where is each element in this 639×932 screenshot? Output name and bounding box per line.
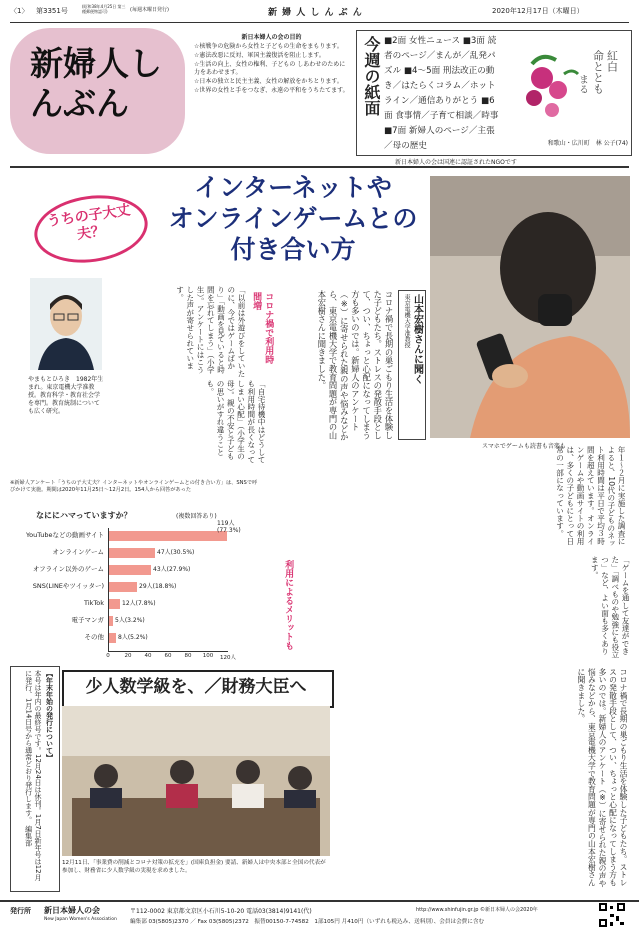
interviewee-name: 山本宏樹さんに聞く	[411, 294, 423, 384]
paper-name: 新 婦 人 し ん ぶ ん	[268, 8, 363, 18]
contents-list: ■2面 女性ニュース ■3面 読者のページ／まんが／乱発パズル ■4～5面 刑法改正の動き／はたらくコラム／ホットライン／通信ありがとう ■6面 食事情／子育て相談／時事 ■7面 新婦人のページ／主張／母の歴史	[384, 36, 499, 150]
bar-chart	[10, 520, 264, 661]
bar	[108, 565, 151, 575]
news-title: 少人数学級を、／財務大臣へ	[85, 677, 307, 697]
tick-label: 20	[124, 653, 132, 659]
title-line: オンラインゲームとの	[168, 204, 418, 233]
svg-text:まる: まる	[576, 74, 588, 94]
bar	[108, 531, 227, 541]
goals-box	[194, 32, 349, 95]
footer-org-en: New Japan Women's Association	[44, 917, 117, 922]
bar-value-label: 119人(77.3%)	[217, 520, 241, 534]
poem-artwork	[512, 34, 624, 134]
tick-label: 80	[184, 653, 192, 659]
contents-label: 今週の紙面	[362, 36, 381, 116]
qr-code-icon[interactable]	[598, 902, 626, 928]
logo: 新婦人しんぶん	[30, 44, 162, 123]
footer-address: 〒112-0002 東京都文京区小石川5-10-20 電話03(3814)9141(代)	[130, 908, 312, 915]
portrait-photo	[30, 278, 102, 370]
feature-tag: うちの子大丈夫？	[46, 202, 132, 243]
title-line: インターネットや	[194, 173, 392, 202]
bar-value-label: 5人(3.2%)	[115, 617, 145, 624]
qr-code-graphic	[598, 902, 626, 928]
col2-text: 「自宅待機中はどうしても利用時間が長くなってしまい心配」（小学生の母）。親の不安と子どもの思いがすれ違うことも。	[205, 380, 266, 464]
svg-text:命ととも: 命ととも	[591, 50, 605, 94]
tick-label: 0	[106, 653, 110, 659]
feature-photo	[430, 176, 630, 438]
page-number: 〈1〉	[10, 7, 29, 15]
footer-org: 新日本婦人の会	[44, 906, 100, 915]
tick-label: 120人	[220, 655, 236, 661]
tick-label: 100	[202, 653, 214, 659]
chart-subtitle: (複数回答あり)	[176, 513, 217, 520]
category-label: YouTubeなどの動画サイト	[26, 531, 104, 539]
photo-caption: スマホでゲームも読書も音楽も	[482, 443, 566, 450]
issue-number: 第3351号	[36, 7, 68, 15]
issue-note-2: (毎週木曜日発行)	[130, 7, 169, 13]
bar-value-label: 29人(18.8%)	[139, 583, 177, 590]
tick-label: 60	[164, 653, 172, 659]
y-axis	[108, 528, 109, 651]
x-axis	[108, 651, 228, 652]
portrait-image	[30, 278, 102, 370]
bar-value-label: 43人(27.9%)	[153, 566, 191, 573]
header-rule	[10, 22, 629, 23]
news-photo	[62, 706, 330, 856]
category-label: TikTok	[84, 599, 104, 607]
svg-text:紅白: 紅白	[605, 50, 619, 72]
col1-heading: コロナ禍で利用時間増	[251, 292, 274, 364]
title-line: 付き合い方	[230, 235, 356, 264]
news-caption: 12月11日、「事業費の削減とコロナ対策の拡充を」(国庫負担金) 要請、新婦人は中央本部と全国の代表が参加し、財務省に少人数学級の実現を求めました。	[62, 860, 326, 874]
bar	[108, 582, 137, 592]
goal-item: ☆生活の向上、女性の権利、子どもの しあわせのために力をあわせます。	[194, 61, 346, 76]
bar	[108, 548, 155, 558]
col1-text: 「以前は外遊びをしていたのに、今ではゲームばかり」「動画を見ていると時間を忘れてしまう」（小学生）。アンケートにはこうした声が寄せられています。	[175, 286, 246, 378]
goal-item: ☆世界の女性と手をつなぎ、永遠の平和をうちたてます。	[194, 87, 349, 94]
goal-item: ☆憲法改悪に反対、軍国主義復活を阻止します。	[194, 52, 325, 59]
profile-text: やまもとひろき 1982年生まれ。東京電機大学准教授。教育科学・教育社会学を専門。教育統制についても広く研究。	[28, 376, 104, 415]
bar	[108, 633, 116, 643]
feature-title	[158, 172, 428, 265]
masthead-rule	[10, 166, 629, 168]
right-body-text: コロナ禍で長期の巣ごもり生活を体験した子どもたち。ストレスの発散手段として、つい、ちょっと心配になってしまう方も多いのでは。新婦人のアンケート（※）に寄せられた親の声や悩みなどから、東京電機大学で教育問題が専門の山本宏樹さんに聞きました。	[576, 668, 628, 888]
bar-value-label: 47人(30.5%)	[157, 549, 195, 556]
category-label: オフライン以外のゲーム	[32, 565, 104, 573]
category-label: SNS(LINEやツイッター)	[32, 582, 104, 590]
goal-item: ☆日本の独立と民主主義、女性の解放をかちとります。	[194, 78, 343, 85]
chart-title: なににハマっていますか？	[36, 511, 132, 520]
footer-contacts: 編集部 03(5805)2370 ／ Fax 03(5805)2372 振替00150-7-74582 1部105円 月410円（いずれも税込み、送料別）、会員は会費に含む	[130, 919, 485, 925]
category-label: その他	[84, 633, 104, 641]
category-label: オンラインゲーム	[52, 548, 104, 556]
bar-value-label: 8人(5.2%)	[118, 634, 148, 641]
notice-heading: 【年末年始の発行について】	[45, 670, 54, 761]
ngo-note: 新日本婦人の会は国連に認証されたNGOです	[395, 159, 517, 166]
goal-item: ☆核戦争の危険から女性と子どもの生命をまもります。	[194, 43, 343, 50]
tick-label: 40	[144, 653, 152, 659]
girl-with-phone-image	[430, 176, 630, 438]
footer-label: 発行所	[10, 907, 31, 915]
bar	[108, 599, 120, 609]
poem-art-icon	[512, 34, 624, 134]
issue-note: (昭和38年4月25日 第三種郵便物認可)	[82, 4, 126, 14]
goals-title: 新日本婦人の会の目的	[241, 34, 302, 41]
survey-note: ※新婦人アンケート「うちの子大丈夫？インターネットやオンラインゲームとの付き合い方」は、SNSで呼びかけて実施。期間は2020年11月25日～12月2日。154人から回答があった	[10, 480, 258, 493]
category-label: 電子マンガ	[71, 616, 104, 624]
interviewee-affiliation: 東京電機大学准教授	[403, 294, 411, 348]
bar-value-label: 12人(7.8%)	[122, 600, 156, 607]
footer-url[interactable]: http://www.shinfujin.gr.jp ©新日本婦人の会2020年	[416, 907, 538, 913]
col3-heading: 利用によるメリットも	[283, 560, 294, 650]
poem-caption: 和歌山・広川町 林 公子(74)	[547, 140, 628, 147]
col3-text: 「ゲームを通して友達ができた」「調べものや勉強にも役立つ」など、よい面も多くあります。	[590, 556, 630, 659]
body-text: 年１～２月に実施した調査によると、10代の子どものネット利用時間は平日で平均３時間を超えています。オンラインゲームや動画サイトの利用は、多くの子どもにとって日常の一部になっています。	[555, 446, 626, 547]
meeting-photo-image	[62, 706, 330, 856]
notice-text: 本号は年内の最終号です。12月24日は休刊。1月7日新年号は12月に発行、1月14日号から通常どおり発行します。 編集部	[24, 670, 42, 881]
issue-date: 2020年12月17日（木曜日）	[492, 7, 584, 15]
lead-text: コロナ禍で長期の巣ごもり生活を体験した子どもたち。ストレスの発散手段として、つい、ちょっと心配になってしまう方も多いのでは。新婦人のアンケート（※）に寄せられた親の声や悩みなどから、東京電機大学で教育問題が専門の山本宏樹さんに聞きました。	[316, 290, 394, 442]
